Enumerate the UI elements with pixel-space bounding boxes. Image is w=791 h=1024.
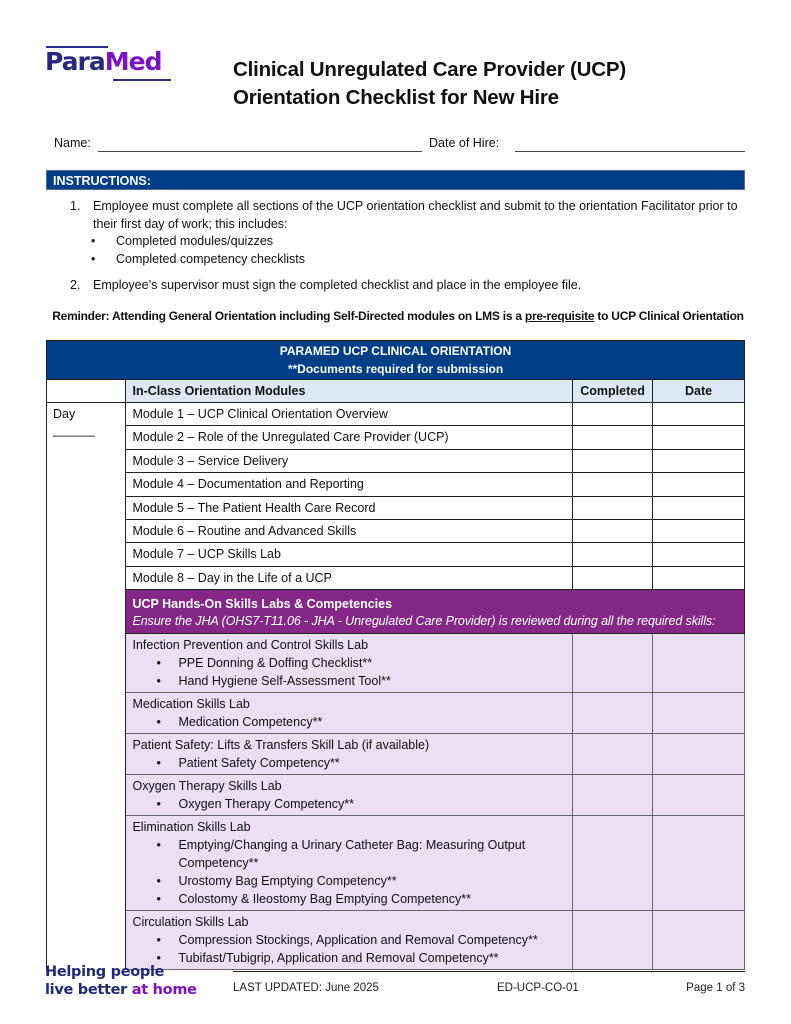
last-updated: LAST UPDATED: June 2025 [233, 982, 379, 994]
competency-text: Medication Competency** [178, 715, 323, 730]
tagline-accent: at home [131, 982, 197, 998]
module-date-cell[interactable] [653, 496, 745, 519]
competency-item [132, 836, 566, 872]
bullet-icon: • [156, 874, 161, 889]
competency-text: Tubifast/Tubigrip, Application and Removal Competency** [178, 951, 499, 966]
reminder-underlined: pre-requisite [524, 309, 595, 323]
bullet-icon: • [156, 951, 161, 966]
module-completed-cell[interactable] [573, 449, 653, 472]
module-name: Module 6 – Routine and Advanced Skills [126, 519, 573, 542]
reminder-note [48, 309, 748, 323]
competency-item [132, 654, 566, 672]
instructions-header: INSTRUCTIONS: [46, 170, 745, 190]
module-completed-cell[interactable] [573, 473, 653, 496]
skill-lab-name: Infection Prevention and Control Skills Lab [132, 638, 369, 653]
skill-date-cell[interactable] [653, 693, 745, 734]
module-date-cell[interactable] [653, 403, 745, 426]
module-name: Module 1 – UCP Clinical Orientation Overview [126, 403, 573, 426]
footer-tagline [45, 963, 197, 999]
skill-lab-cell [126, 634, 573, 693]
skill-lab-row [47, 734, 745, 775]
competency-text: Urostomy Bag Emptying Competency** [178, 874, 397, 889]
tagline-line-1: Helping people [45, 964, 165, 980]
module-name: Module 5 – The Patient Health Care Record [126, 496, 573, 519]
skill-lab-row [47, 693, 745, 734]
skill-lab-row [47, 634, 745, 693]
bullet-icon: • [156, 674, 161, 689]
competency-item [132, 931, 566, 949]
skill-lab-cell [126, 775, 573, 816]
skills-section-header-row [47, 590, 745, 634]
competency-item [132, 872, 566, 890]
module-name: Module 3 – Service Delivery [126, 449, 573, 472]
instruction-text: Employee’s supervisor must sign the completed checklist and place in the employee file. [93, 278, 582, 292]
competency-text: PPE Donning & Doffing Checklist** [178, 656, 373, 671]
logo-wordmark [45, 48, 161, 76]
instruction-text: Employee must complete all sections of the UCP orientation checklist and submit to the orientation Facilitator prior to their first day of work; this includes: [93, 199, 738, 231]
employee-fields [54, 136, 745, 154]
skill-date-cell[interactable] [653, 775, 745, 816]
skill-lab-cell [126, 693, 573, 734]
skill-lab-name: Patient Safety: Lifts & Transfers Skill Lab (if available) [132, 738, 430, 753]
logo-med: Med [104, 47, 162, 76]
column-header-modules: In-Class Orientation Modules [126, 380, 573, 403]
module-row [47, 426, 745, 449]
module-row [47, 403, 745, 426]
instruction-item [70, 277, 740, 295]
skill-lab-cell [126, 911, 573, 970]
skills-section-subtitle: Ensure the JHA (OHS7-T11.06 - JHA - Unregulated Care Provider) is reviewed during all the required skills: [132, 613, 716, 628]
module-completed-cell[interactable] [573, 496, 653, 519]
table-title-header [47, 341, 745, 380]
bullet-icon: • [156, 656, 161, 671]
skill-lab-row [47, 816, 745, 911]
instruction-number: 2. [70, 278, 81, 292]
day-cell[interactable]: Day ______ [47, 403, 126, 970]
instruction-item [70, 198, 740, 233]
footer-divider [233, 971, 745, 972]
module-completed-cell[interactable] [573, 566, 653, 589]
module-row [47, 449, 745, 472]
document-code: ED-UCP-CO-01 [497, 982, 579, 994]
competency-text: Colostomy & Ileostomy Bag Emptying Competency** [178, 892, 471, 907]
module-name: Module 2 – Role of the Unregulated Care Provider (UCP) [126, 426, 573, 449]
skill-lab-cell [126, 734, 573, 775]
module-date-cell[interactable] [653, 566, 745, 589]
module-completed-cell[interactable] [573, 543, 653, 566]
orientation-checklist-table [46, 340, 745, 970]
module-row [47, 496, 745, 519]
paramed-logo [45, 44, 175, 84]
document-title [233, 56, 626, 112]
module-name: Module 4 – Documentation and Reporting [126, 473, 573, 496]
skill-lab-row [47, 911, 745, 970]
competency-item [132, 795, 566, 813]
skill-lab-row [47, 775, 745, 816]
competency-item [132, 949, 566, 967]
module-completed-cell[interactable] [573, 403, 653, 426]
bullet-icon: • [91, 251, 96, 266]
instruction-bullet [70, 251, 740, 269]
bullet-icon: • [156, 892, 161, 907]
skill-completed-cell[interactable] [573, 911, 653, 970]
skill-completed-cell[interactable] [573, 634, 653, 693]
bullet-text: Completed modules/quizzes [116, 234, 274, 248]
tagline-line-2: live better [45, 982, 132, 998]
skill-completed-cell[interactable] [573, 693, 653, 734]
skill-lab-name: Medication Skills Lab [132, 697, 250, 712]
table-subtitle: **Documents required for submission [287, 361, 504, 376]
skill-date-cell[interactable] [653, 634, 745, 693]
skill-lab-name: Circulation Skills Lab [132, 915, 249, 930]
module-row [47, 519, 745, 542]
module-completed-cell[interactable] [573, 519, 653, 542]
name-label: Name: [54, 136, 91, 150]
module-completed-cell[interactable] [573, 426, 653, 449]
competency-item [132, 713, 566, 731]
module-date-cell[interactable] [653, 519, 745, 542]
bullet-icon: • [91, 234, 96, 248]
column-header-row [47, 380, 745, 403]
instruction-bullet [70, 233, 740, 251]
bullet-text: Completed competency checklists [116, 251, 305, 266]
module-date-cell[interactable] [653, 473, 745, 496]
skill-completed-cell[interactable] [573, 734, 653, 775]
skill-lab-name: Elimination Skills Lab [132, 820, 251, 835]
bullet-icon: • [156, 838, 161, 853]
column-header-date: Date [653, 380, 745, 403]
skill-date-cell[interactable] [653, 734, 745, 775]
competency-text: Patient Safety Competency** [178, 756, 340, 771]
skill-date-cell[interactable] [653, 816, 745, 911]
competency-text: Oxygen Therapy Competency** [178, 797, 355, 812]
skill-lab-name: Oxygen Therapy Skills Lab [132, 779, 282, 794]
skills-section-header [126, 590, 745, 634]
reminder-text: Reminder: Attending General Orientation including Self-Directed modules on LMS is a [52, 309, 525, 323]
title-line-1: Clinical Unregulated Care Provider (UCP) [233, 58, 626, 81]
skills-section-title: UCP Hands-On Skills Labs & Competencies [132, 597, 393, 612]
instruction-number: 1. [70, 199, 81, 213]
module-date-cell[interactable] [653, 449, 745, 472]
reminder-text-end: to UCP Clinical Orientation [594, 309, 744, 323]
logo-bottom-rule [113, 79, 171, 81]
skill-completed-cell[interactable] [573, 816, 653, 911]
blank-header-cell [47, 380, 126, 403]
title-line-2: Orientation Checklist for New Hire [233, 86, 559, 109]
column-header-completed: Completed [573, 380, 653, 403]
skill-lab-cell [126, 816, 573, 911]
module-date-cell[interactable] [653, 543, 745, 566]
module-row [47, 473, 745, 496]
module-name: Module 7 – UCP Skills Lab [126, 543, 573, 566]
bullet-icon: • [156, 756, 161, 771]
skill-date-cell[interactable] [653, 911, 745, 970]
module-row [47, 543, 745, 566]
competency-text: Emptying/Changing a Urinary Catheter Bag: Measuring Output Competency** [178, 838, 526, 871]
competency-text: Hand Hygiene Self-Assessment Tool** [178, 674, 391, 689]
bullet-icon: • [156, 933, 161, 948]
logo-para: Para [45, 47, 105, 76]
module-name: Module 8 – Day in the Life of a UCP [126, 566, 573, 589]
name-field[interactable] [98, 151, 422, 152]
instructions-list [70, 198, 740, 295]
skill-completed-cell[interactable] [573, 775, 653, 816]
bullet-icon: • [156, 715, 161, 730]
date-of-hire-field[interactable] [515, 151, 745, 152]
competency-item [132, 672, 566, 690]
table-title: PARAMED UCP CLINICAL ORIENTATION [279, 344, 512, 358]
page-number: Page 1 of 3 [686, 982, 745, 994]
bullet-icon: • [156, 797, 161, 812]
date-of-hire-label: Date of Hire: [429, 136, 500, 150]
module-date-cell[interactable] [653, 426, 745, 449]
module-row [47, 566, 745, 589]
competency-text: Compression Stockings, Application and Removal Competency** [178, 933, 538, 948]
competency-item [132, 890, 566, 908]
competency-item [132, 754, 566, 772]
